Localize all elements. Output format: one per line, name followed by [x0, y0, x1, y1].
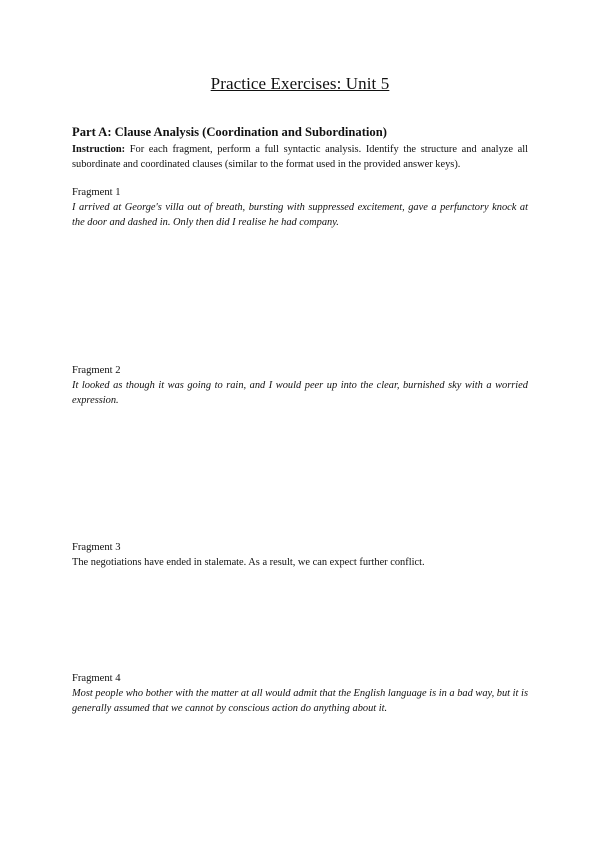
instruction-label: Instruction:: [72, 144, 126, 155]
fragment-1-label: Fragment 1: [72, 187, 121, 198]
fragment-2-label: Fragment 2: [72, 365, 121, 376]
fragment-1-text: I arrived at George's villa out of breath, bursting with suppressed excitement, gave a perfunctory knock at the door and dashed in. Only then did I realise he had company.: [72, 202, 528, 228]
fragment-3-text: The negotiations have ended in stalemate. As a result, we can expect further conflict.: [72, 557, 425, 568]
fragment-2: [72, 363, 528, 408]
fragment-3: [72, 540, 528, 570]
fragment-4: [72, 671, 528, 716]
part-a-heading: Part A: Clause Analysis (Coordination and Subordination): [72, 125, 387, 139]
fragment-2-text: It looked as though it was going to rain, and I would peer up into the clear, burnished sky with a worried expression.: [72, 380, 528, 406]
instruction-paragraph: [72, 142, 528, 172]
page-title: Practice Exercises: Unit 5: [210, 74, 390, 93]
fragment-4-text: Most people who bother with the matter at all would admit that the English language is in a bad way, but it is generally assumed that we cannot by conscious action do anything about it.: [72, 688, 528, 714]
instruction-text: For each fragment, perform a full syntactic analysis. Identify the structure and analyze all subordinate and coordinated clauses (similar to the format used in the provided answer keys).: [72, 144, 528, 170]
fragment-3-label: Fragment 3: [72, 542, 121, 553]
fragment-1: [72, 185, 528, 230]
fragment-4-label: Fragment 4: [72, 673, 121, 684]
